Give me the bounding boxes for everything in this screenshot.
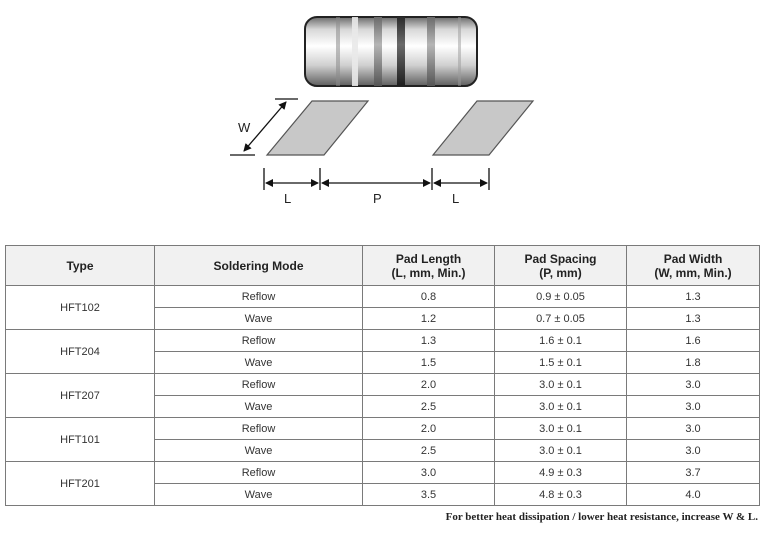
lpl-dimension [264,168,489,190]
pad-spacing-cell: 0.9 ± 0.05 [495,286,627,308]
table-row [6,330,760,352]
pad-dimension-table [5,245,760,506]
table-row [6,374,760,396]
pad-spacing-cell: 4.9 ± 0.3 [495,462,627,484]
pad-length-cell: 2.0 [363,418,495,440]
pad-width-cell: 3.0 [627,396,760,418]
pad-width-cell: 1.3 [627,308,760,330]
pad-width-cell: 3.7 [627,462,760,484]
type-cell: HFT204 [6,330,155,374]
type-cell: HFT201 [6,462,155,506]
mode-cell: Wave [155,308,363,330]
mode-cell: Reflow [155,374,363,396]
header-type: Type [6,246,155,286]
pad-spacing-cell: 3.0 ± 0.1 [495,396,627,418]
resistor-icon [305,17,477,86]
left-pad [267,101,368,155]
table-row [6,462,760,484]
pad-width-cell: 3.0 [627,440,760,462]
pad-spacing-cell: 0.7 ± 0.05 [495,308,627,330]
pad-length-cell: 1.2 [363,308,495,330]
pad-length-cell: 2.5 [363,396,495,418]
header-soldering-mode: Soldering Mode [155,246,363,286]
mode-cell: Wave [155,440,363,462]
footnote: For better heat dissipation / lower heat resistance, increase W & L. [445,511,758,523]
right-pad [433,101,533,155]
table-row [6,418,760,440]
mode-cell: Reflow [155,286,363,308]
header-pad-spacing: Pad Spacing (P, mm) [495,246,627,286]
pad-length-cell: 1.3 [363,330,495,352]
mode-cell: Reflow [155,418,363,440]
pad-spacing-cell: 3.0 ± 0.1 [495,440,627,462]
pad-width-cell: 3.0 [627,418,760,440]
mode-cell: Reflow [155,330,363,352]
pad-length-cell: 3.0 [363,462,495,484]
pad-spacing-cell: 1.6 ± 0.1 [495,330,627,352]
pad-spacing-cell: 3.0 ± 0.1 [495,418,627,440]
pad-length-cell: 2.5 [363,440,495,462]
header-pad-width: Pad Width (W, mm, Min.) [627,246,760,286]
mode-cell: Wave [155,352,363,374]
pad-width-cell: 4.0 [627,484,760,506]
mode-cell: Wave [155,484,363,506]
mode-cell: Reflow [155,462,363,484]
l-right-label: L [452,191,460,206]
pad-length-cell: 2.0 [363,374,495,396]
pad-spacing-cell: 3.0 ± 0.1 [495,374,627,396]
pad-layout-diagram [0,0,762,245]
table-row [6,286,760,308]
type-cell: HFT207 [6,374,155,418]
pad-spacing-cell: 4.8 ± 0.3 [495,484,627,506]
pad-length-cell: 1.5 [363,352,495,374]
pad-spacing-cell: 1.5 ± 0.1 [495,352,627,374]
p-label: P [373,191,382,206]
type-cell: HFT101 [6,418,155,462]
type-cell: HFT102 [6,286,155,330]
l-left-label: L [284,191,292,206]
pad-width-cell: 3.0 [627,374,760,396]
pad-length-cell: 0.8 [363,286,495,308]
pad-length-cell: 3.5 [363,484,495,506]
table-header [6,246,760,286]
pad-width-cell: 1.3 [627,286,760,308]
pad-width-cell: 1.8 [627,352,760,374]
header-pad-length: Pad Length (L, mm, Min.) [363,246,495,286]
w-label: W [238,120,251,135]
pad-width-cell: 1.6 [627,330,760,352]
mode-cell: Wave [155,396,363,418]
